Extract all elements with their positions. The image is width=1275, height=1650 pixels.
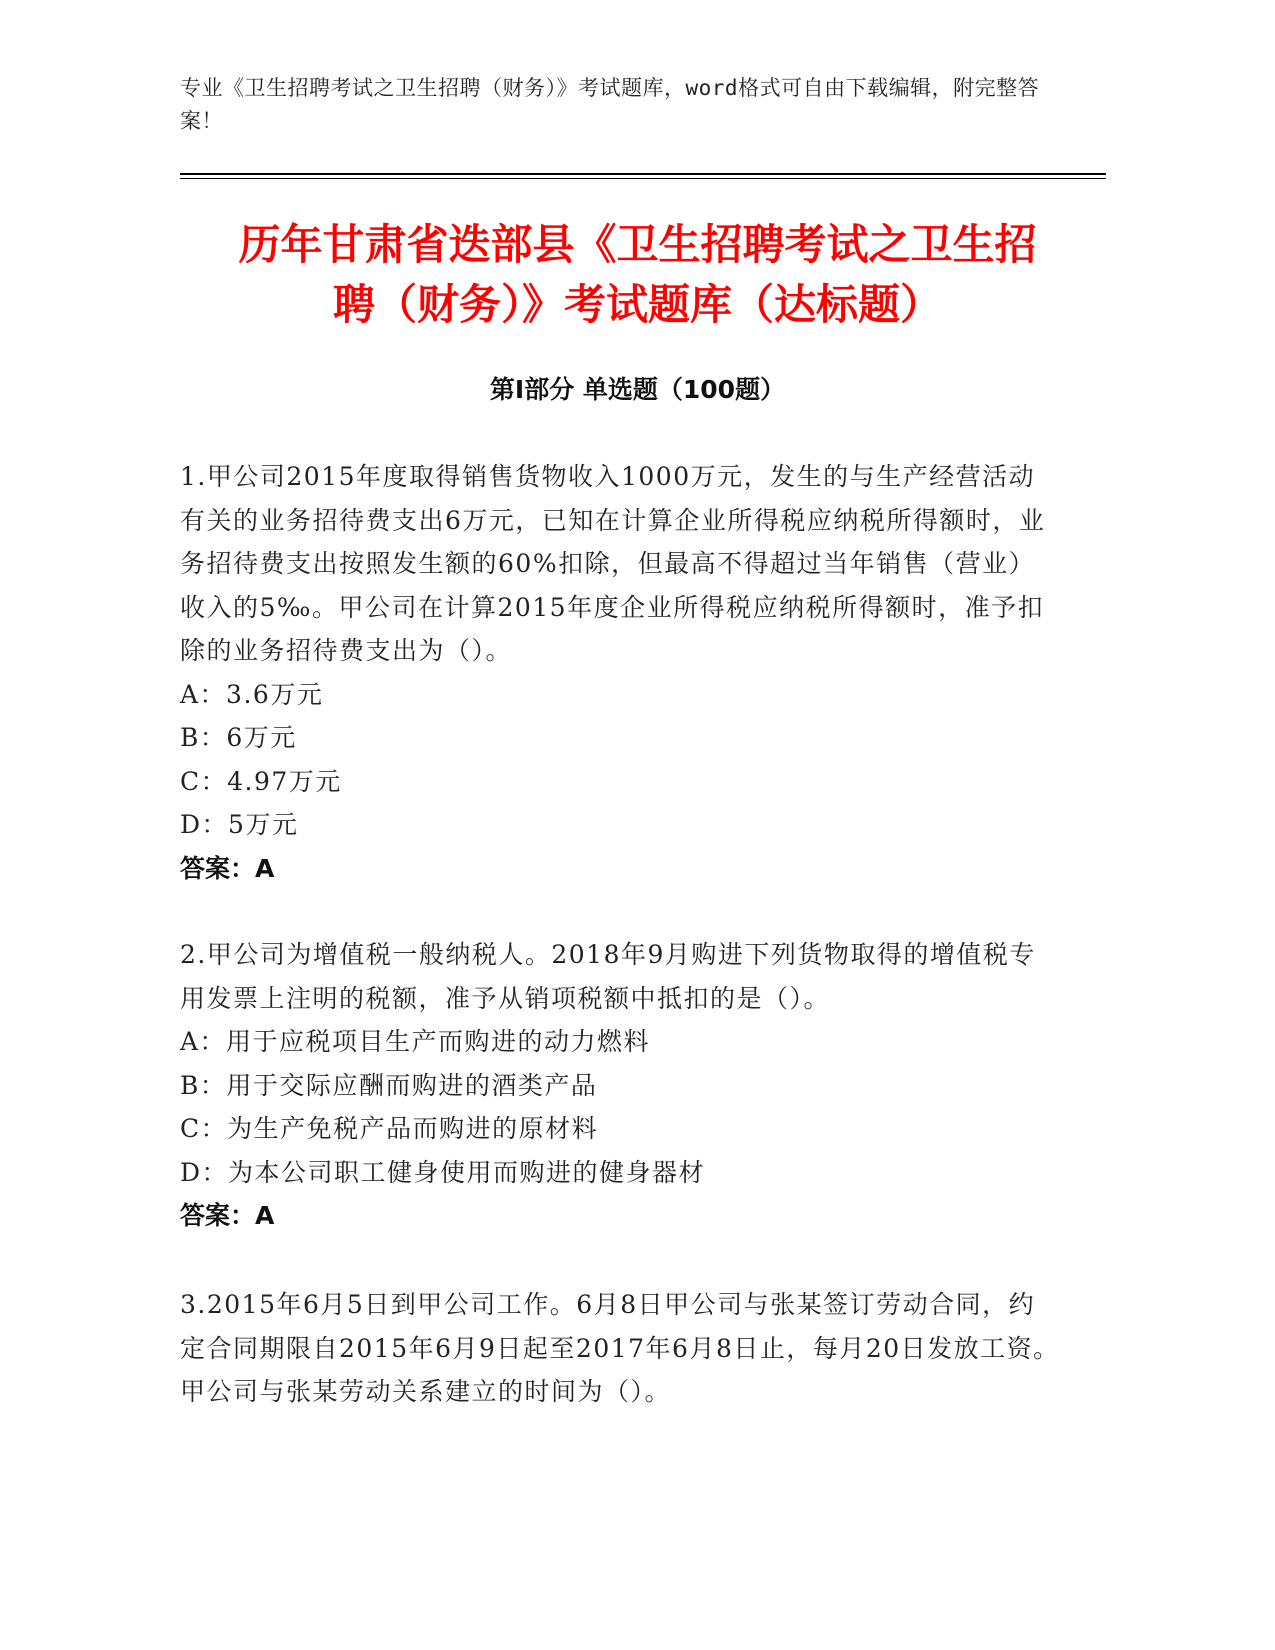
- question-stem: 3.2015年6月5日到甲公司工作。6月8日甲公司与张某签订劳动合同，约定合同期限自2015年6月9日起至2017年6月8日止，每月20日发放工资。甲公司与张某劳动关系建立的时间为（）。: [180, 1290, 1060, 1406]
- question-stem: 2.甲公司为增值税一般纳税人。2018年9月购进下列货物取得的增值税专用发票上注明的税额，准予从销项税额中抵扣的是（）。: [180, 940, 1036, 1013]
- header-note: 专业《卫生招聘考试之卫生招聘（财务）》考试题库，word格式可自由下载编辑，附完整答案！: [180, 76, 1040, 133]
- option-b: B：用于交际应酬而购进的酒类产品: [180, 1070, 598, 1100]
- option-c: C：为生产免税产品而购进的原材料: [180, 1114, 599, 1143]
- answer-label: 答案：A: [180, 853, 275, 883]
- question-3: [180, 1283, 1060, 1414]
- section-heading: 第Ⅰ部分 单选题（100题）: [489, 375, 786, 404]
- option-a: A：3.6万元: [180, 679, 324, 709]
- option-d: D：为本公司职工健身使用而购进的健身器材: [180, 1157, 706, 1187]
- question-2: [180, 933, 1060, 1238]
- option-b: B：6万元: [180, 723, 297, 752]
- document-title-line-1: 历年甘肃省迭部县《卫生招聘考试之卫生招: [238, 220, 1037, 269]
- option-c: C：4.97万元: [180, 766, 342, 796]
- option-a: A：用于应税项目生产而购进的动力燃料: [180, 1027, 651, 1056]
- question-1: [180, 455, 1060, 890]
- answer-label: 答案：A: [180, 1201, 275, 1230]
- document-title: [150, 215, 1125, 335]
- document-title-line-2: 聘（财务）》考试题库（达标题）: [332, 280, 942, 329]
- header-divider-thick: [180, 173, 1106, 175]
- header-divider-thin: [180, 178, 1106, 179]
- option-d: D：5万元: [180, 810, 299, 839]
- question-stem: 1.甲公司2015年度取得销售货物收入1000万元，发生的与生产经营活动有关的业务招待费支出6万元，已知在计算企业所得税应纳税所得额时，业务招待费支出按照发生额的60%扣除，但最高不得超过当年销售（营业）收入的5‰。甲公司在计算2015年度企业所得税应纳税所得额时，准予扣除的业务招待费支出为（）。: [180, 462, 1046, 665]
